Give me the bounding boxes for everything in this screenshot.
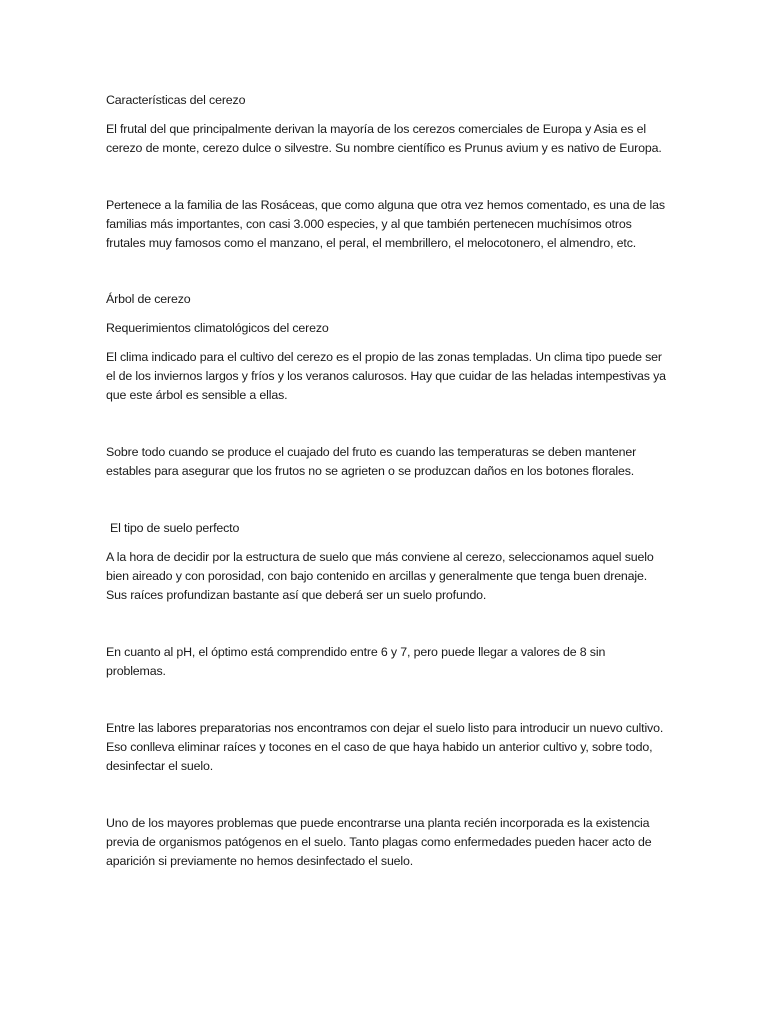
paragraph-origen-cerezo: El frutal del que principalmente derivan la mayoría de los cerezos comerciales de Europa y Asia es el cerezo de monte, cerezo dulce o silvestre. Su nombre científico es Prunus avium y es nativo de Europa. <box>106 122 662 155</box>
paragraph-clima: El clima indicado para el cultivo del cerezo es el propio de las zonas templadas. Un clima tipo puede ser el de los inviernos largos y fríos y los veranos calurosos. Hay que cuidar de las heladas intempestivas ya que este árbol es sensible a ellas. <box>106 350 666 402</box>
paragraph-cuajado: Sobre todo cuando se produce el cuajado del fruto es cuando las temperaturas se deben mantener estables para asegurar que los frutos no se agrieten o se produzcan daños en los botones florales. <box>106 445 637 478</box>
section-heading-caracteristicas: Características del cerezo <box>106 93 246 107</box>
section-heading-requerimientos: Requerimientos climatológicos del cerezo <box>106 321 329 335</box>
section-heading-arbol: Árbol de cerezo <box>106 292 191 306</box>
paragraph-patogenos: Uno de los mayores problemas que puede encontrarse una planta recién incorporada es la existencia previa de organismos patógenos en el suelo. Tanto plagas como enfermedades pueden hacer acto de aparición si previamente no hemos desinfectado el suelo. <box>106 816 652 868</box>
paragraph-familia-rosaceas: Pertenece a la familia de las Rosáceas, que como alguna que otra vez hemos comentado, es una de las familias más importantes, con casi 3.000 especies, y al que también pertenecen muchísimos otros frutales muy famosos como el manzano, el peral, el membrillero, el melocotonero, el almendro, etc. <box>106 198 665 250</box>
paragraph-labores-preparatorias: Entre las labores preparatorias nos encontramos con dejar el suelo listo para introducir un nuevo cultivo. Eso conlleva eliminar raíces y tocones en el caso de que haya habido un anterior cultivo y, sobre todo, desinfectar el suelo. <box>106 721 664 773</box>
paragraph-estructura-suelo: A la hora de decidir por la estructura de suelo que más conviene al cerezo, seleccionamos aquel suelo bien aireado y con porosidad, con bajo contenido en arcillas y generalmente que tenga buen drenaje. Sus raíces profundizan bastante así que deberá ser un suelo profundo. <box>106 550 654 602</box>
document-body <box>106 91 666 871</box>
paragraph-ph: En cuanto al pH, el óptimo está comprendido entre 6 y 7, pero puede llegar a valores de 8 sin problemas. <box>106 645 606 678</box>
section-heading-suelo: El tipo de suelo perfecto <box>110 521 240 535</box>
